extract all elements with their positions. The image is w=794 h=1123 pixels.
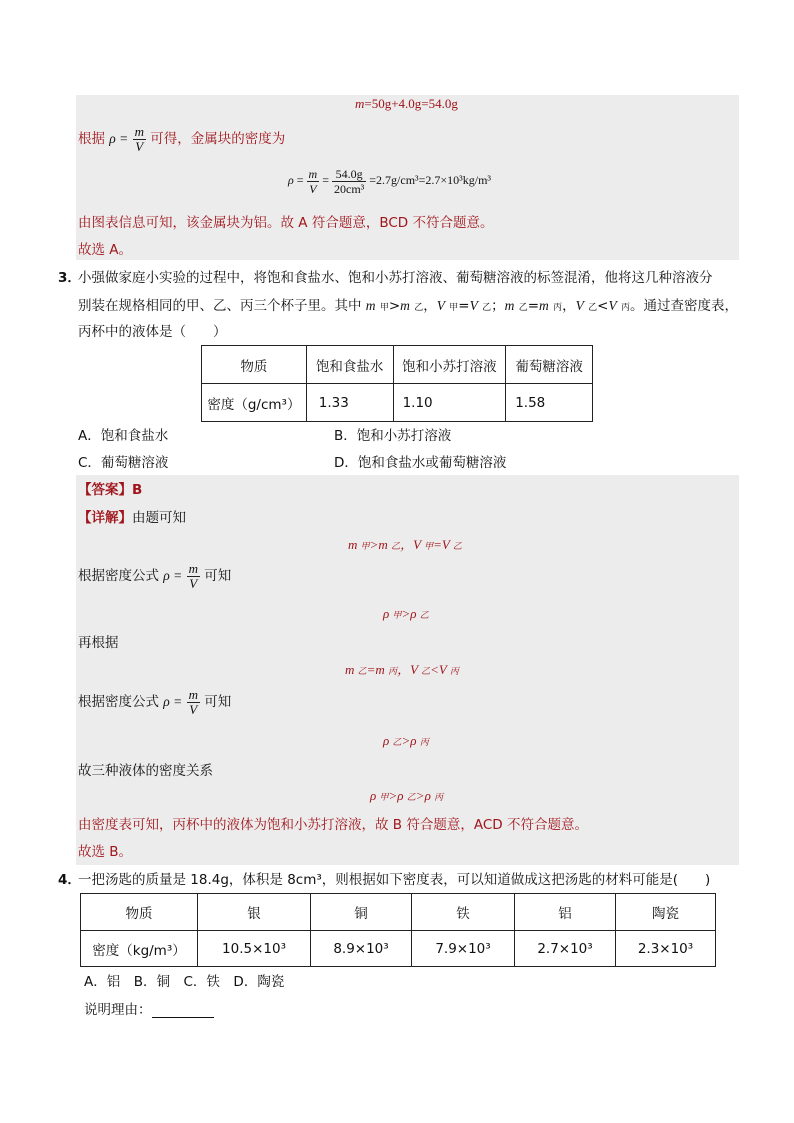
rho-symbol: ρ = bbox=[109, 131, 129, 146]
density-fraction bbox=[133, 125, 146, 154]
q4-header-silver: 银 bbox=[198, 894, 311, 931]
frac-denominator: V bbox=[135, 138, 144, 154]
formula-pre-2: 根据密度公式 bbox=[78, 694, 159, 710]
q4-density-table bbox=[80, 893, 716, 967]
top-choice: 故选 A。 bbox=[78, 242, 133, 258]
intro-prefix: 根据 bbox=[78, 131, 105, 147]
q4-reason bbox=[84, 998, 214, 1018]
q3-formula-line-1: 根据密度公式 ρ = $\frac{m}{V}$ 可知 bbox=[78, 560, 232, 591]
q3-formula-line-2: 根据密度公式 ρ = $\frac{m}{V}$ 可知 bbox=[78, 686, 232, 717]
q4-header-ceramic: 陶瓷 bbox=[616, 894, 716, 931]
q3-option-c: C．葡萄糖溶液 bbox=[78, 455, 169, 471]
q4-header-copper: 铜 bbox=[311, 894, 412, 931]
mass-equation: m=50g+4.0g=54.0g bbox=[355, 96, 458, 111]
formula-fraction-2: $\frac{m}{V}$ bbox=[188, 686, 198, 717]
q4-number: 4． bbox=[58, 872, 81, 888]
q4-reason-blank[interactable] bbox=[152, 1003, 214, 1018]
formula-fraction-1: $\frac{m}{V}$ bbox=[188, 560, 198, 591]
q3-row-label: 密度（g/cm³） bbox=[202, 384, 307, 422]
q3-option-d: D．饱和食盐水或葡萄糖溶液 bbox=[334, 455, 507, 471]
q3-value-salt: 1.33 bbox=[306, 384, 393, 422]
q3-number: 3． bbox=[58, 270, 81, 286]
q3-header-substance: 物质 bbox=[202, 346, 307, 384]
q3-answer: 【答案】B bbox=[78, 482, 143, 498]
q3-option-a: A．饱和食盐水 bbox=[78, 428, 169, 444]
q4-text: 一把汤匙的质量是 18.4g，体积是 8cm³，则根据如下密度表，可以知道做成这把汤匙的材料可能是( ) bbox=[78, 872, 711, 888]
top-conclusion: 由图表信息可知，该金属块为铝。故 A 符合题意，BCD 不符合题意。 bbox=[78, 215, 494, 231]
q3-eq1: m 甲>m 乙，V 甲=V 乙 bbox=[348, 537, 462, 552]
q3-choice: 故选 B。 bbox=[78, 844, 133, 860]
q3-line2: 别装在规格相同的甲、乙、丙三个杯子里。其中 m 甲>m 乙，V 甲=V 乙；m 乙=m 丙，V 乙<V 丙。通过查密度表， bbox=[78, 298, 739, 314]
density-intro-line bbox=[78, 124, 285, 154]
density-calculation: ρ = $\frac{m}{V}$ = $\frac{54.0g}{\text{20cm³}}$ =2.7g/cm³=2.7×10³kg/m³ bbox=[288, 166, 492, 196]
q3-header-soda: 饱和小苏打溶液 bbox=[393, 346, 506, 384]
q3-then: 再根据 bbox=[78, 635, 119, 651]
calc-fraction-mV: $\frac{m}{V}$ bbox=[308, 166, 318, 196]
q3-eq2: ρ 甲>ρ 乙 bbox=[383, 606, 429, 621]
q4-options: A．铝 B．铜 C．铁 D．陶瓷 bbox=[84, 974, 285, 990]
q3-detail-intro: 【详解】由题可知 bbox=[78, 510, 186, 526]
q3-density-table bbox=[201, 345, 593, 422]
q3-option-b: B．饱和小苏打溶液 bbox=[334, 428, 452, 444]
q3-eq3: m 乙=m 丙，V 乙<V 丙 bbox=[345, 662, 459, 677]
q4-row-label: 密度（kg/m³） bbox=[81, 931, 198, 967]
q3-header-glucose: 葡萄糖溶液 bbox=[506, 346, 593, 384]
q4-header-aluminum: 铝 bbox=[515, 894, 616, 931]
intro-suffix: 可得，金属块的密度为 bbox=[150, 131, 286, 147]
calc-denominator: 20cm³ bbox=[334, 181, 365, 196]
formula-post-2: 可知 bbox=[204, 694, 232, 710]
q4-header-substance: 物质 bbox=[81, 894, 198, 931]
q3-line3: 丙杯中的液体是（ ） bbox=[78, 324, 227, 340]
formula-post-1: 可知 bbox=[204, 568, 232, 584]
calc-fraction-values bbox=[332, 167, 366, 196]
q4-value-ceramic: 2.3×10³ bbox=[616, 931, 716, 967]
calc-numerator: 54.0g bbox=[332, 167, 366, 182]
q3-value-glucose: 1.58 bbox=[506, 384, 593, 422]
q4-value-copper: 8.9×10³ bbox=[311, 931, 412, 967]
q3-relation-intro: 故三种液体的密度关系 bbox=[78, 763, 213, 779]
q3-line1: 小强做家庭小实验的过程中，将饱和食盐水、饱和小苏打溶液、葡萄糖溶液的标签混淆，他将这几种溶液分 bbox=[78, 270, 713, 286]
q3-conclusion: 由密度表可知，丙杯中的液体为饱和小苏打溶液，故 B 符合题意，ACD 不符合题意。 bbox=[78, 817, 588, 833]
q4-value-aluminum: 2.7×10³ bbox=[515, 931, 616, 967]
formula-pre-1: 根据密度公式 bbox=[78, 568, 159, 584]
q3-value-soda: 1.10 bbox=[393, 384, 506, 422]
q4-value-iron: 7.9×10³ bbox=[412, 931, 515, 967]
frac-numerator: m bbox=[134, 123, 144, 139]
q4-header-iron: 铁 bbox=[412, 894, 515, 931]
q3-eq4: ρ 乙>ρ 丙 bbox=[383, 733, 429, 748]
q4-value-silver: 10.5×10³ bbox=[198, 931, 311, 967]
calc-result: =2.7g/cm³=2.7×10³kg/m³ bbox=[369, 173, 492, 187]
q4-reason-label: 说明理由： bbox=[84, 1002, 152, 1018]
q3-eq5: ρ 甲>ρ 乙>ρ 丙 bbox=[370, 788, 444, 803]
q3-header-salt: 饱和食盐水 bbox=[306, 346, 393, 384]
